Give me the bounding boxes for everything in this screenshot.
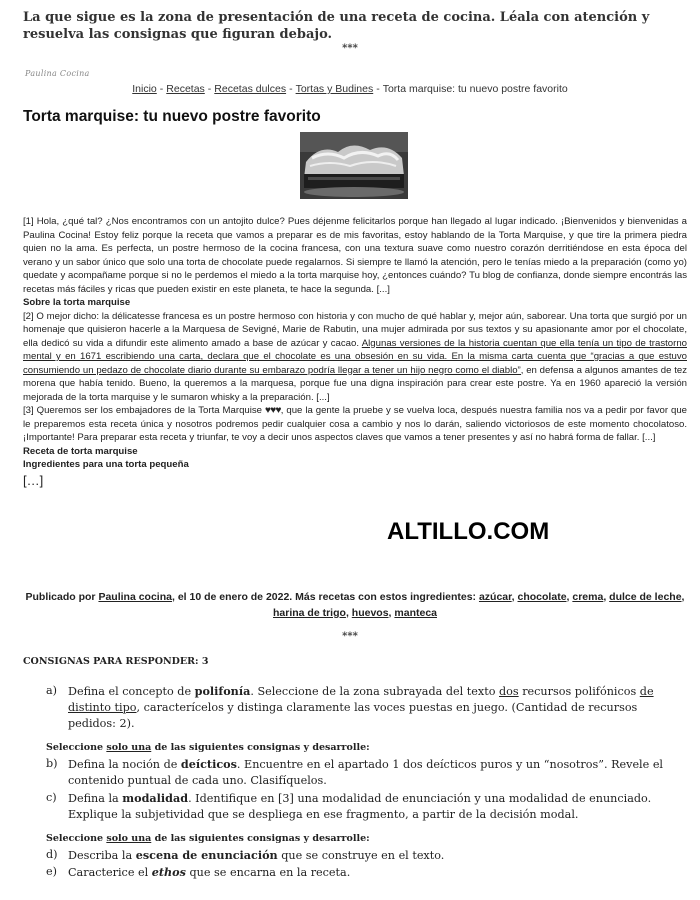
paragraph-3: [3] Queremos ser los embajadores de la Torta Marquise ♥♥♥, que la gente la pruebe y se vuelva loca, después nuestra familia nos va a pedir por favor que le preparemos esta receta única y nosotros podremos pedir cualquier cosa a cambio y nos lo darán, saliendo victoriosos de este momento chocolatoso. ¡Importante! Para preparar esta receta y triunfar, te voy a decir unos aspectos claves que vamos a tener presentes y así no habrá forma de fallar. [...] <box>23 405 687 443</box>
task-a: a) Defina el concepto de polifonía. Seleccione de la zona subrayada del texto dos recursos polifónicos de distinto tipo, caracterícelos y distinga claramente las voces puestas en juego. (Cantidad de recursos pedidos: 2). <box>46 684 654 730</box>
choose-instruction: Seleccione solo una de las siguientes consignas y desarrolle: <box>46 742 370 753</box>
hearts-icon: ♥♥♥ <box>264 405 281 416</box>
breadcrumb-link-inicio[interactable]: Inicio <box>132 83 157 95</box>
breadcrumb-current: Torta marquise: tu nuevo postre favorito <box>382 83 568 95</box>
tag-link[interactable]: crema <box>572 591 604 603</box>
tag-link[interactable]: azúcar <box>478 591 512 603</box>
omitted-marker: […] <box>23 472 44 488</box>
tag-link[interactable]: harina de trigo <box>273 607 346 619</box>
task-e: e) Caracterice el ethos que se encarna en la receta. <box>46 865 351 879</box>
breadcrumb-link-recetas[interactable]: Recetas <box>166 83 205 95</box>
paragraph-1: [1] Hola, ¿qué tal? ¿Nos encontramos con un antojito dulce? Pues déjenme felicitarlos porque han llegado al lugar indicado. ¡Bienvenidos y bienvenidas a Paulina Cocina! Estoy feliz porque la receta que vamos a preparar es de mis favoritas, estoy hablando de la Torta Marquise, y que tire la primera piedra quien no la ama. Es perfecta, un postre hermoso de la cocina francesa, con una textura suave como nuestro corazón derritiéndose en esta época del verano y un sabor único que solo una torta de chocolate puede regalarnos. Si siempre te llamó la atención, pero le tenías miedo a la preparación (como yo) quedate y acompañame porque si no le perdemos el miedo a la torta marquise hoy, ¿entonces cuándo? Tu blog de confianza, donde siempre encontrás las recetas más fáciles y ricas que pueden existir en este planeta, te hace la segunda. [...] <box>23 216 687 295</box>
breadcrumb-link-recetas-dulces[interactable]: Recetas dulces <box>214 83 287 95</box>
intro-text: La que sigue es la zona de presentación de una receta de cocina. Léala con atención y resuelva las consignas que figuran debajo. <box>23 10 650 42</box>
separator-stars: *** <box>342 43 358 54</box>
paragraph-2: [2] O mejor dicho: la délicatesse francesa es un postre hermoso con historia y con mucho de qué hablar y, mejor aún, saborear. Una torta que surgió por un homenaje que quisieron hacerle a la Marquesa de Sevigné, Marie de Rabutin, una mujer admirada por sus textos y su apasionante amor por el chocolate, ella dedicó su vida a difundir este alimento amado a base de azúcar y cacao. Algunas versiones de la historia cuentan que ella tenía un tipo de trastorno mental y en 1671 escribiendo una carta, declara que el chocolate es una obsesión en su vida. En la misma carta cuenta que “gracias a que estuvo consumiendo un pedazo de chocolate diario durante su embarazo podría llegar a tener un hijo negro como el diablo”, en defensa a algunos amantes de tez morena que había tenido. Bueno, la queremos a la marquesa, porque fue una digna inspiración para crear este postre. Ya en 1960 apareció la versión mejorada de la torta marquise y le sumaron whisky a la preparación. [...] <box>23 310 687 403</box>
underlined-fragment: Algunas versiones de la historia cuentan que ella tenía un tipo de trastorno mental y en 1671 escribiendo una carta, declara que el chocolate es una obsesión en su vida. En la misma carta cuenta que “gracias a que estuvo consumiendo un pedazo de chocolate diario durante su embarazo podría llegar a tener un hijo negro como el diablo”, <box>23 337 687 376</box>
cake-photo <box>300 132 408 199</box>
site-logo[interactable]: Paulina Cocina <box>25 69 90 78</box>
task-d: d) Describa la escena de enunciación que se construye en el texto. <box>46 848 445 862</box>
tasks-title: CONSIGNAS PARA RESPONDER: 3 <box>23 656 209 667</box>
breadcrumb: Inicio - Recetas - Recetas dulces - Tortas y Budines - Torta marquise: tu nuevo postre favorito <box>132 83 568 95</box>
task-b: b) Defina la noción de deícticos. Encuentre en el apartado 1 dos deícticos puros y un “nosotros”. Revele el contenido puntual de cada uno. Clasifíquelos. <box>46 757 664 787</box>
task-c: c) Defina la modalidad. Identifique en [3] una modalidad de enunciación y una modalidad de enunciado. Explique la subjetividad que se despliega en ese fragmento, a partir de la decisión modal. <box>46 791 652 821</box>
tag-link[interactable]: chocolate <box>517 591 567 603</box>
tag-link[interactable]: dulce de leche <box>609 591 682 603</box>
separator-stars: *** <box>342 631 358 642</box>
section-heading-sobre: Sobre la torta marquise <box>23 297 131 308</box>
page-title: Torta marquise: tu nuevo postre favorito <box>23 108 321 125</box>
tag-link[interactable]: huevos <box>351 607 389 619</box>
section-heading-receta: Receta de torta marquise <box>23 445 138 457</box>
author-link[interactable]: Paulina cocina <box>98 591 172 603</box>
published-line: Publicado por Paulina cocina, el 10 de enero de 2022. Más recetas con estos ingredientes: azúcar, chocolate, crema, dulce de leche, harina de trigo, huevos, manteca <box>25 591 685 619</box>
breadcrumb-link-tortas-budines[interactable]: Tortas y Budines <box>295 83 374 95</box>
recipe-body <box>23 215 687 490</box>
choose-instruction: Seleccione solo una de las siguientes consignas y desarrolle: <box>46 833 370 844</box>
section-heading-ingredientes: Ingredientes para una torta pequeña <box>23 459 189 470</box>
watermark-text: ALTILLO.COM <box>387 518 550 545</box>
tag-link[interactable]: manteca <box>394 607 437 619</box>
